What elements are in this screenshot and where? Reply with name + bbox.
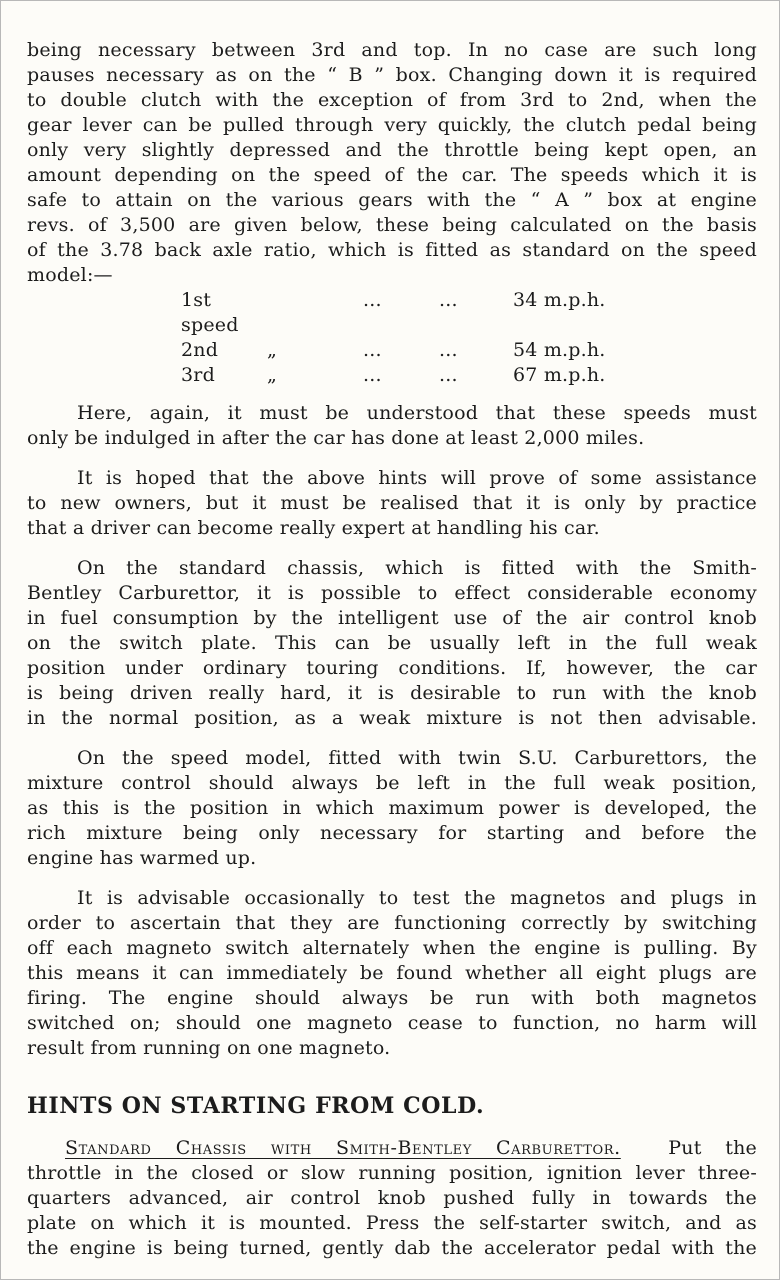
text-line: in fuel consumption by the intelligent use of the air control knob	[27, 607, 757, 629]
table-row	[181, 288, 606, 338]
text-line: quarters advanced, air control knob pushed fully in towards the	[27, 1187, 757, 1209]
text-line: only be indulged in after the car has done at least 2,000 miles.	[27, 427, 645, 449]
text-line: engine has warmed up.	[27, 847, 257, 869]
text-line: to double clutch with the exception of from 3rd to 2nd, when the	[27, 89, 757, 111]
ditto-cell: „	[267, 339, 278, 361]
text-line: of the 3.78 back axle ratio, which is fitted as standard on the speed	[27, 239, 757, 261]
subheading: Standard Chassis with Smith-Bentley Carburettor.	[65, 1137, 621, 1159]
paragraph-gap	[27, 871, 757, 886]
paragraph-3	[27, 466, 757, 541]
table-row	[181, 338, 606, 363]
section-gap	[27, 1121, 757, 1136]
text-line: pauses necessary as on the “ B ” box. Changing down it is required	[27, 64, 757, 86]
text-line: to new owners, but it must be realised that it is only by practice	[27, 492, 757, 514]
text-line: this means it can immediately be found whether all eight plugs are	[27, 962, 757, 984]
text-line: that a driver can become really expert at handling his car.	[27, 517, 600, 539]
paragraph-gap	[27, 388, 757, 401]
paragraph-4	[27, 556, 757, 731]
table-row	[181, 363, 606, 388]
text-line: mixture control should always be left in the full weak position,	[27, 772, 757, 794]
text-line: order to ascertain that they are functioning correctly by switching	[27, 912, 757, 934]
section-heading: HINTS ON STARTING FROM COLD.	[27, 1093, 485, 1119]
section-gap	[27, 1061, 757, 1091]
text-line: On the speed model, fitted with twin S.U. Carburettors, the	[77, 747, 757, 769]
ditto-cell	[267, 288, 363, 338]
text-line: Here, again, it must be understood that these speeds must	[77, 402, 757, 424]
text-line: on the switch plate. This can be usually left in the full weak	[27, 632, 757, 654]
leader-dots: ...	[363, 289, 382, 311]
paragraph-1	[27, 38, 757, 288]
leader-dots: ...	[439, 289, 458, 311]
text-line: only very slightly depressed and the throttle being kept open, an	[27, 139, 757, 161]
text-line	[27, 1136, 757, 1161]
paragraph-gap	[27, 541, 757, 556]
text-line: On the standard chassis, which is fitted with the Smith-	[77, 557, 757, 579]
speed-cell: 67 m.p.h.	[513, 364, 606, 386]
text-line: being necessary between 3rd and top. In no case are such long	[27, 39, 757, 61]
text-line: revs. of 3,500 are given below, these being calculated on the basis	[27, 214, 757, 236]
text-fragment: Put the	[668, 1137, 757, 1159]
speed-table	[181, 288, 606, 388]
text-line: as this is the position in which maximum power is developed, the	[27, 797, 757, 819]
text-line: rich mixture being only necessary for starting and before the	[27, 822, 757, 844]
text-line: It is advisable occasionally to test the magnetos and plugs in	[77, 887, 757, 909]
speed-cell: 54 m.p.h.	[513, 339, 606, 361]
text-line: firing. The engine should always be run with both magnetos	[27, 987, 757, 1009]
text-line: safe to attain on the various gears with the “ A ” box at engine	[27, 189, 757, 211]
paragraph-gap	[27, 731, 757, 746]
text-line: in the normal position, as a weak mixture is not then advisable.	[27, 707, 757, 729]
gear-cell: 1st speed	[181, 289, 239, 336]
ditto-cell: „	[267, 364, 278, 386]
paragraph-gap	[27, 451, 757, 466]
text-line: plate on which it is mounted. Press the self-starter switch, and as	[27, 1212, 757, 1234]
text-column	[27, 38, 757, 1261]
text-line: Bentley Carburettor, it is possible to effect considerable economy	[27, 582, 757, 604]
text-line: gear lever can be pulled through very quickly, the clutch pedal being	[27, 114, 757, 136]
leader-dots: ...	[439, 339, 458, 361]
text-line: throttle in the closed or slow running position, ignition lever three-	[27, 1162, 757, 1184]
paragraph-6	[27, 886, 757, 1061]
gear-cell: 3rd	[181, 364, 215, 386]
text-line: the engine is being turned, gently dab the accelerator pedal with the	[27, 1237, 757, 1259]
text-line: switched on; should one magneto cease to function, no harm will	[27, 1012, 757, 1034]
speed-cell: 34 m.p.h.	[513, 289, 606, 311]
paragraph-7	[27, 1136, 757, 1261]
text-line: is being driven really hard, it is desirable to run with the knob	[27, 682, 757, 704]
leader-dots: ...	[439, 364, 458, 386]
text-line: model:—	[27, 264, 113, 286]
text-line: It is hoped that the above hints will prove of some assistance	[77, 467, 757, 489]
leader-dots: ...	[363, 364, 382, 386]
leader-dots: ...	[363, 339, 382, 361]
paragraph-2	[27, 401, 757, 451]
gear-cell: 2nd	[181, 339, 219, 361]
text-line: off each magneto switch alternately when the engine is pulling. By	[27, 937, 757, 959]
text-line: result from running on one magneto.	[27, 1037, 391, 1059]
text-line: position under ordinary touring conditions. If, however, the car	[27, 657, 757, 679]
paragraph-5	[27, 746, 757, 871]
text-line: amount depending on the speed of the car. The speeds which it is	[27, 164, 757, 186]
